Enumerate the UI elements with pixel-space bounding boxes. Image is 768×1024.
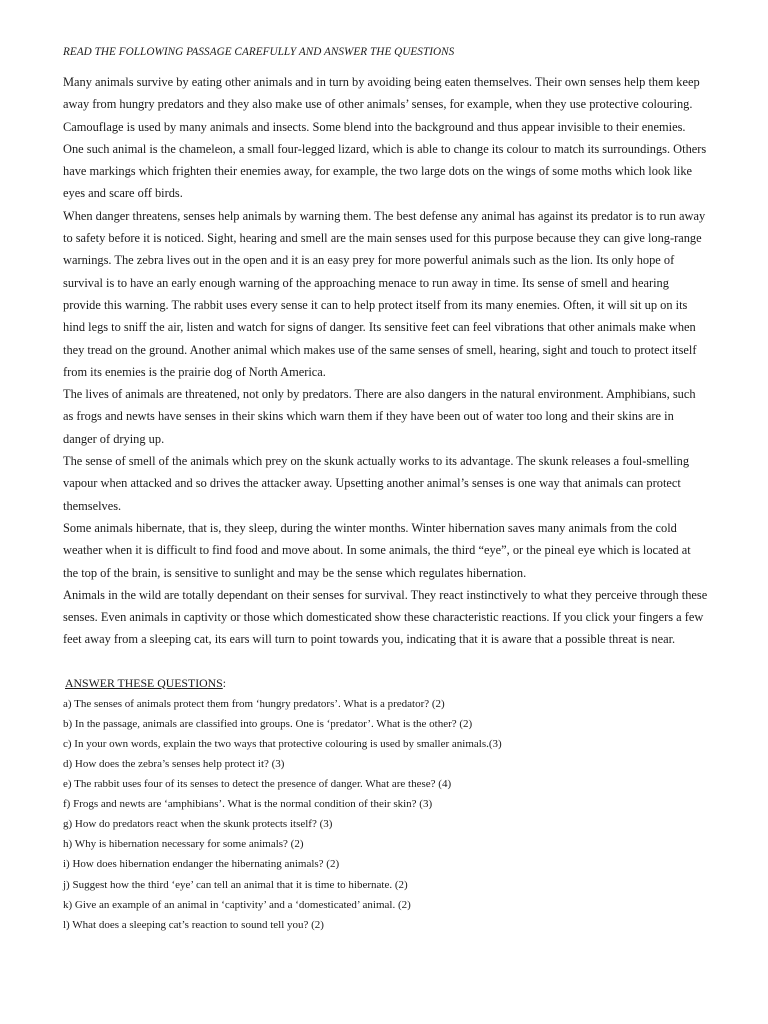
- questions-title-text: ANSWER THESE QUESTIONS: [65, 675, 223, 690]
- question-item: a) The senses of animals protect them from ‘hungry predators’. What is a predator? (2): [63, 697, 445, 710]
- question-item: l) What does a sleeping cat’s reaction to sound tell you? (2): [63, 918, 324, 931]
- questions-title-colon: :: [222, 675, 227, 690]
- reading-passage: [63, 71, 708, 651]
- question-item: c) In your own words, explain the two ways that protective colouring is used by smaller animals.(3): [63, 737, 502, 750]
- question-item: k) Give an example of an animal in ‘captivity’ and a ‘domesticated’ animal. (2): [63, 898, 411, 911]
- questions-list: [63, 694, 708, 935]
- question-item: b) In the passage, animals are classified into groups. One is ‘predator’. What is the other? (2): [63, 717, 473, 730]
- passage-paragraph: The sense of smell of the animals which prey on the skunk actually works to its advantage. The skunk releases a foul-smelling vapour when attacked and so drives the attacker away. Upsetting another animal’s senses is one way that animals can protect themselves.: [63, 454, 690, 513]
- passage-paragraph: Animals in the wild are totally dependant on their senses for survival. They react instinctively to what they perceive through these senses. Even animals in captivity or those which domesticated show these characteristic reactions. If you click your fingers a few feet away from a sleeping cat, its ears will turn to point towards you, indicating that it is aware that a possible threat is near.: [63, 587, 708, 647]
- question-item: i) How does hibernation endanger the hibernating animals? (2): [63, 858, 340, 871]
- passage-paragraph: Some animals hibernate, that is, they sleep, during the winter months. Winter hibernation saves many animals from the cold weather when it is difficult to find food and move about. In some animals, the third “eye”, or the pineal eye which is located at the top of the brain, is sensitive to sunlight and may be the sense which regulates hibernation.: [63, 520, 691, 580]
- questions-title: [65, 675, 708, 691]
- question-item: j) Suggest how the third ‘eye’ can tell an animal that it is time to hibernate. (2): [63, 878, 408, 891]
- question-item: d) How does the zebra’s senses help protect it? (3): [63, 758, 285, 770]
- question-item: g) How do predators react when the skunk protects itself? (3): [63, 818, 333, 831]
- passage-paragraph: The lives of animals are threatened, not only by predators. There are also dangers in the natural environment. Amphibians, such as frogs and newts have senses in their skins which warn them if they have been out of water too long and their skins are in danger of drying up.: [63, 387, 696, 446]
- question-item: e) The rabbit uses four of its senses to detect the presence of danger. What are these? (4): [63, 778, 452, 791]
- passage-paragraph: Many animals survive by eating other animals and in turn by avoiding being eaten themselves. Their own senses help them keep away from hungry predators and they also make use of other animals’ senses, for example, when they use protective colouring. Camouflage is used by many animals and insects. Some blend into the background and thus appear invisible to their enemies. One such animal is the chameleon, a small four-legged lizard, which is able to change its colour to match its surroundings. Others have markings which frighten their enemies away, for example, the two large dots on the wings of some moths which look like eyes and scare off birds.: [63, 75, 707, 201]
- question-item: f) Frogs and newts are ‘amphibians’. What is the normal condition of their skin? (3): [63, 798, 433, 811]
- instructions-heading: READ THE FOLLOWING PASSAGE CAREFULLY AND ANSWER THE QUESTIONS: [63, 46, 455, 58]
- document-page: [63, 44, 708, 935]
- passage-paragraph: When danger threatens, senses help animals by warning them. The best defense any animal has against its predator is to run away to safety before it is noticed. Sight, hearing and smell are the main senses used for this purpose because they can give long-range warnings. The zebra lives out in the open and it is an easy prey for more powerful animals such as the lion. Its only hope of survival is to have an early enough warning of the approaching menace to run away in time. Its sense of smell and hearing provide this warning. The rabbit uses every sense it can to help protect itself from its many enemies. Often, it will sit up on its hind legs to sniff the air, listen and watch for signs of danger. Its sensitive feet can feel vibrations that other animals make when they tread on the ground. Another animal which makes use of the same senses of smell, hearing, sight and touch to protect itself from its enemies is the prairie dog of North America.: [63, 208, 706, 379]
- question-item: h) Why is hibernation necessary for some animals? (2): [63, 838, 304, 851]
